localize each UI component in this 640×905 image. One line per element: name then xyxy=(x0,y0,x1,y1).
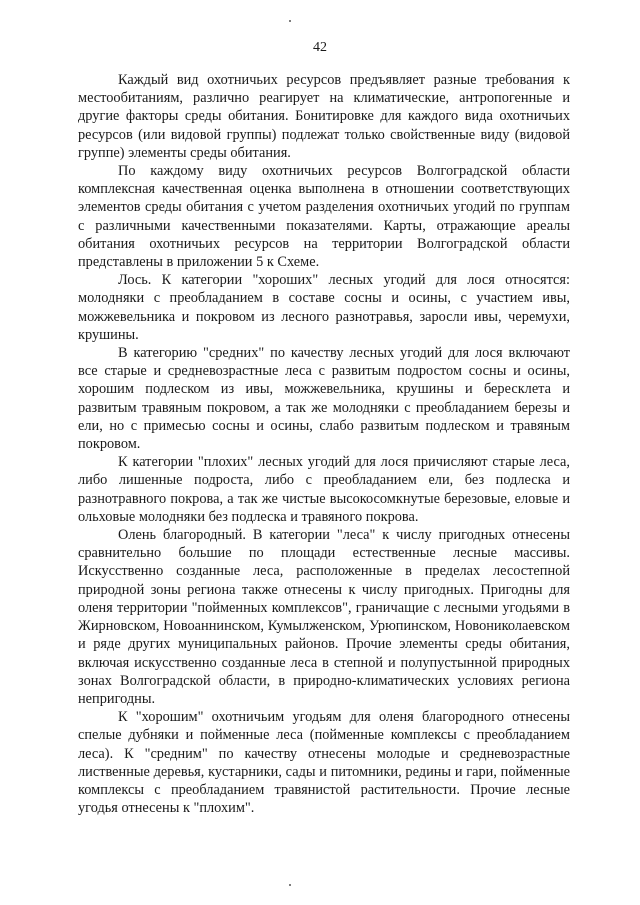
paragraph: Лось. К категории "хороших" лесных угодий для лося относятся: молодняки с преобладанием в составе сосны и осины, с участием ивы, можжевельника и покровом из лесного разнотравья, заросли ивы, черемухи, крушины. xyxy=(78,272,570,343)
paragraph: К категории "плохих" лесных угодий для лося причисляют старые леса, либо лишенные подроста, либо с преобладанием ели, без подлеска и разнотравного покрова, а так же чистые высокосомкнутые березовые, еловые и ольховые молодняки без подлеска и травяного покрова. xyxy=(78,454,570,525)
paragraph: К "хорошим" охотничьим угодьям для оленя благородного отнесены спелые дубняки и пойменные леса (пойменные комплексы с преобладанием леса). К "средним" по качеству отнесены молодые и средневозрастные лиственные деревья, кустарники, сады и питомники, редины и гари, пойменные комплексы с преобладанием травянистой растительности. Прочие лесные угодья отнесены к "плохим". xyxy=(78,709,570,817)
scan-speck xyxy=(289,884,291,886)
paragraph: Олень благородный. В категории "леса" к числу пригодных отнесены сравнительно большие по площади естественные лесные массивы. Искусственно созданные леса, расположенные в пределах лесостепной природной зоны региона также отнесены к числу пригодных. Пригодны для оленя территории "пойменных комплексов", граничащие с лесными угодьями в Жирновском, Новоаннинском, Кумылженском, Урюпинском, Новониколаевском и ряде других муниципальных районов. Прочие элементы среды обитания, включая искусственно созданные леса в степной и полупустынной природных зонах Волгоградской области, в природно-климатических условиях региона непригодны. xyxy=(78,527,570,707)
paragraph: Каждый вид охотничьих ресурсов предъявляет разные требования к местообитаниям, различно реагирует на климатические, антропогенные и другие факторы среды обитания. Бонитировке для каждого вида охотничьих ресурсов (или видовой группы) подлежат только свойственные виду (видовой группе) элементы среды обитания. xyxy=(78,72,570,161)
scan-speck xyxy=(289,20,291,22)
paragraph: По каждому виду охотничьих ресурсов Волгоградской области комплексная качественная оценка выполнена в отношении соответствующих элементов среды обитания с учетом разделения охотничьих угодий по группам с различными качественными показателями. Карты, отражающие ареалы обитания охотничьих ресурсов на территории Волгоградской области представлены в приложении 5 к Схеме. xyxy=(78,163,570,271)
paragraph: В категорию "средних" по качеству лесных угодий для лося включают все старые и средневозрастные леса с развитым подростом сосны и осины, хорошим подлеском из ивы, можжевельника, крушины и бересклета и развитым травяным покровом, а так же молодняки с преобладанием березы и ели, но с примесью сосны и осины, слабо развитым подлеском и травяным покровом. xyxy=(78,345,570,453)
body-text xyxy=(78,71,570,817)
page-number: 42 xyxy=(313,40,327,55)
